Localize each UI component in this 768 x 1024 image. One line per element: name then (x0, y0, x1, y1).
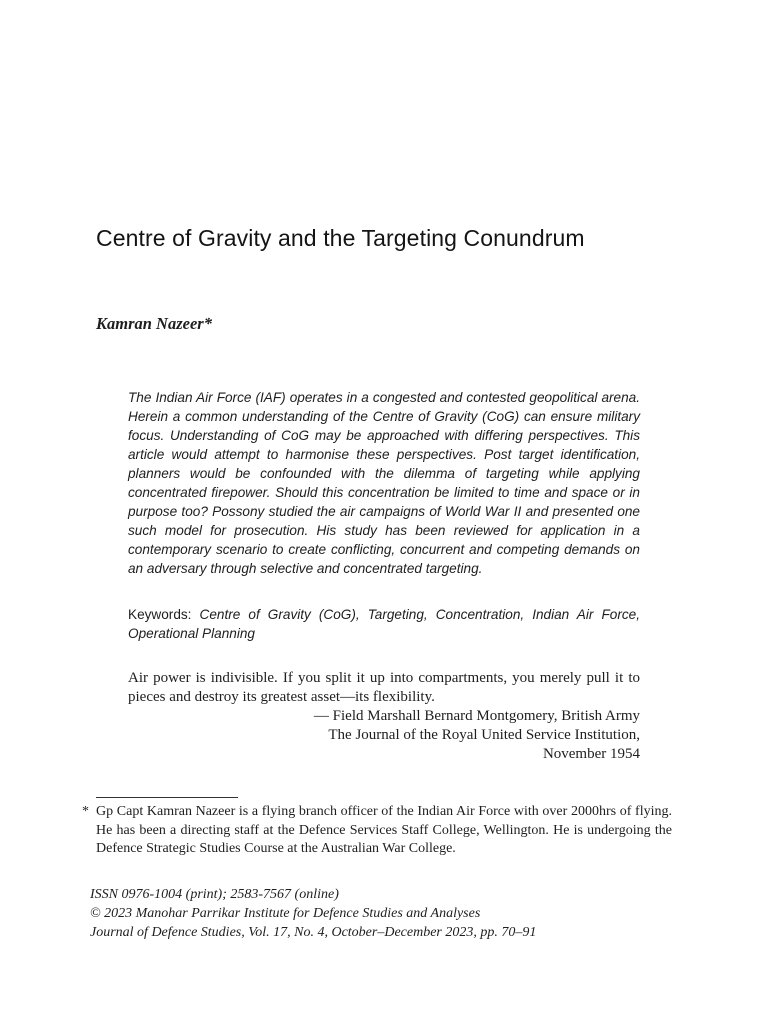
epigraph-quote: Air power is indivisible. If you split it up into compartments, you merely pull it to pieces and destroy its greatest asset—its flexibility. (128, 670, 640, 705)
article-author: Kamran Nazeer* (96, 314, 212, 333)
epigraph-attribution-source: The Journal of the Royal United Service Institution, (328, 727, 640, 743)
footnote-text: Gp Capt Kamran Nazeer is a flying branch officer of the Indian Air Force with over 2000hrs of flying. He has been a directing staff at the Defence Services Staff College, Wellington. He is undergoing the Defence Strategic Studies Course at the Australian War College. (96, 804, 672, 856)
epigraph-attribution-date: November 1954 (542, 746, 640, 762)
footnote-divider (96, 797, 238, 798)
citation-line: Journal of Defence Studies, Vol. 17, No. 4, October–December 2023, pp. 70–91 (90, 925, 537, 940)
epigraph (128, 669, 640, 764)
issn-line: ISSN 0976-1004 (print); 2583-7567 (online) (90, 887, 339, 902)
author-footnote (82, 803, 672, 859)
publication-info (90, 885, 690, 942)
keywords-label: Keywords: (128, 607, 192, 622)
footnote-marker: * (82, 804, 89, 819)
keywords-paragraph (128, 605, 640, 643)
abstract-text: The Indian Air Force (IAF) operates in a congested and contested geopolitical arena. Herein a common understanding of the Centre of Gravity (CoG) can ensure military focus. Understanding of CoG may be approached with differing perspectives. This article would attempt to harmonise these perspectives. Post target identification, planners would be confounded with the dilemma of targeting while applying concentrated firepower. Should this concentration be limited to time and space or in purpose too? Possony studied the air campaigns of World War II and presented one such model for prosecution. His study has been reviewed for application in a contemporary scenario to create conflicting, concurrent and competing demands on an adversary through selective and concentrated targeting. (128, 390, 640, 576)
keywords-list: Centre of Gravity (CoG), Targeting, Concentration, Indian Air Force, Operational Planning (128, 607, 640, 641)
epigraph-attribution-author: — Field Marshall Bernard Montgomery, British Army (313, 708, 640, 724)
copyright-line: © 2023 Manohar Parrikar Institute for Defence Studies and Analyses (90, 906, 481, 921)
article-title: Centre of Gravity and the Targeting Conundrum (96, 225, 585, 251)
